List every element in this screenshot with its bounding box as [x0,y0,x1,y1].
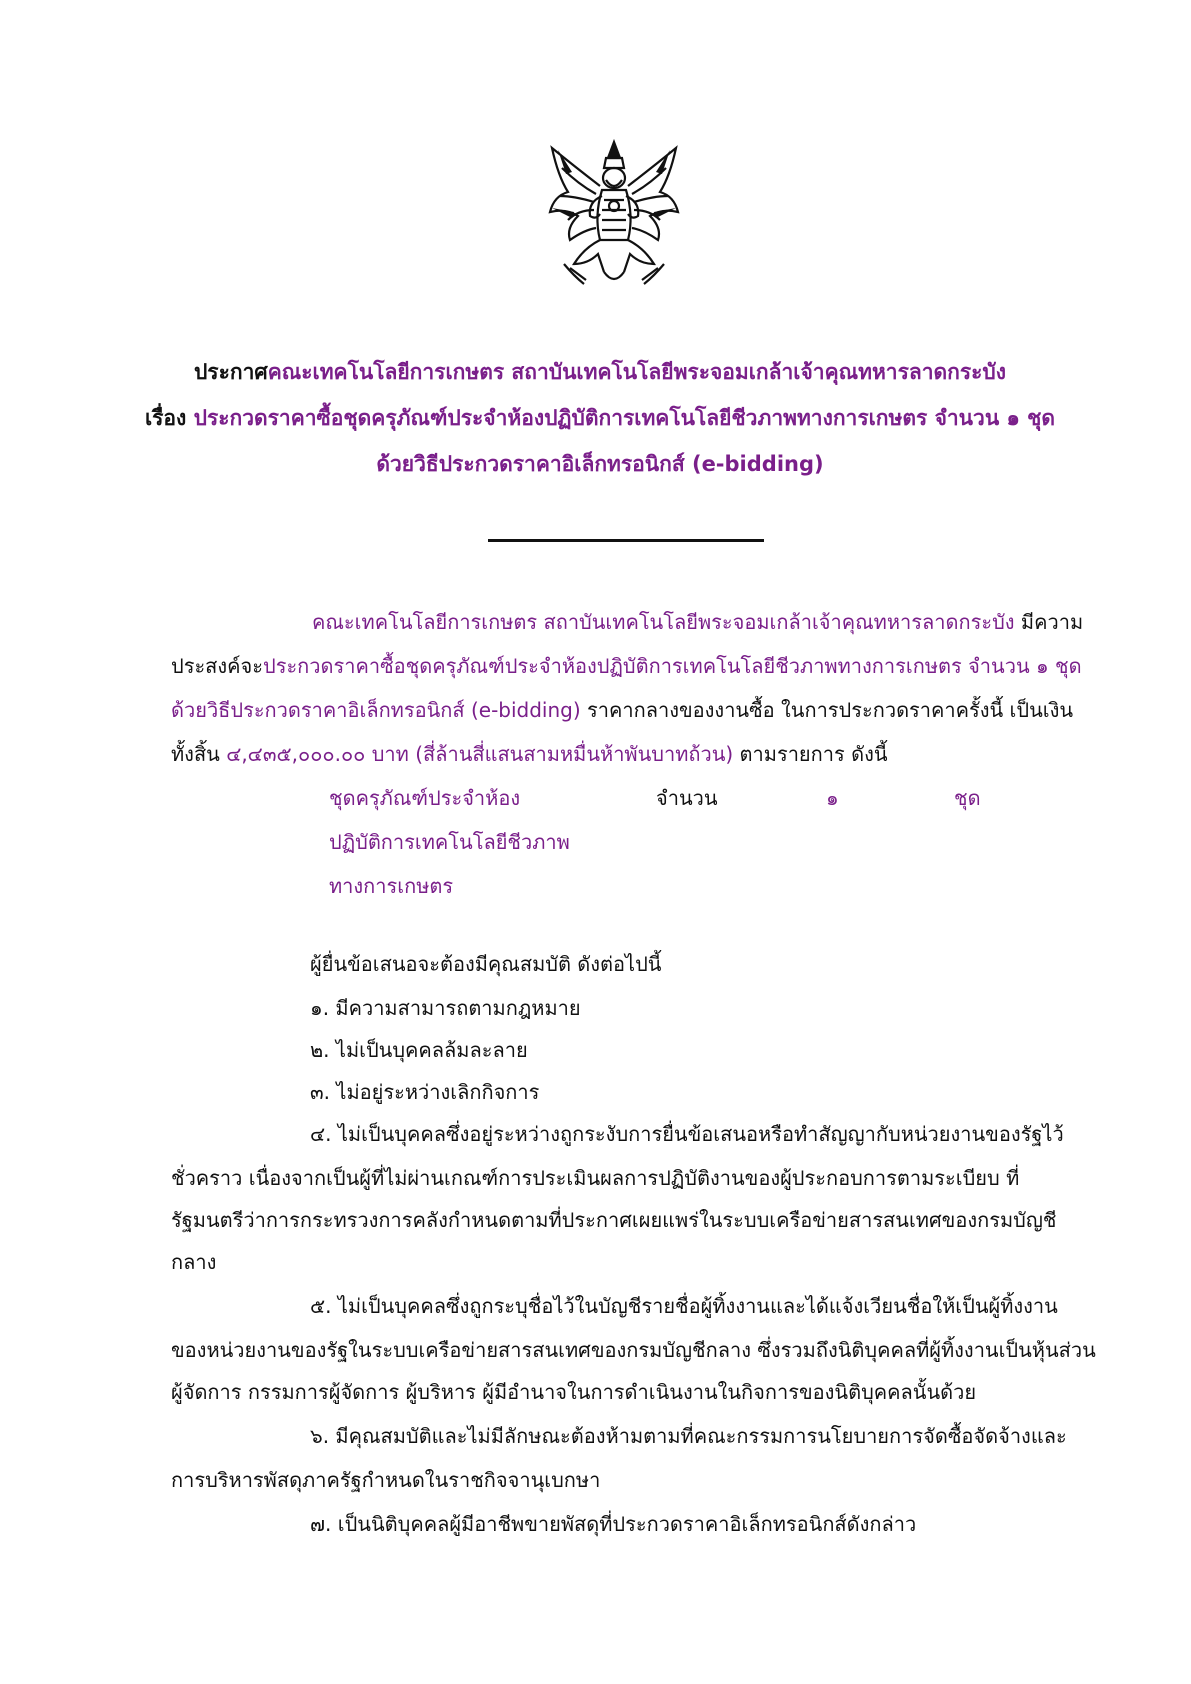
intro-subject: ประกวดราคาซื้อชุดครุภัณฑ์ประจำห้องปฏิบัติการเทคโนโลยีชีวภาพทางการเกษตร จำนวน ๑ ชุด [263,654,1082,678]
qualification-5-line-1: ๕. ไม่เป็นบุคคลซึ่งถูกระบุชื่อไว้ในบัญชีรายชื่อผู้ทิ้งงานและได้แจ้งเวียนชื่อให้เป็นผู้ทิ้งงาน [310,1294,1058,1318]
intro-text: ราคากลางของงานซื้อ ในการประกวดราคาครั้งนี้ เป็นเงิน [580,698,1074,722]
heading-subject-prefix: เรื่อง [144,406,187,430]
qualification-7: ๗. เป็นนิติบุคคลผู้มีอาชีพขายพัสดุที่ประกวดราคาอิเล็กทรอนิกส์ดังกล่าว [310,1512,917,1536]
item-name-line-3: ทางการเกษตร [329,874,454,898]
item-quantity-label: จำนวน [656,786,718,810]
intro-line-2 [171,652,1082,680]
qualifications-intro: ผู้ยื่นข้อเสนอจะต้องมีคุณสมบัติ ดังต่อไปนี้ [310,952,662,976]
qualification-4-line-1: ๔. ไม่เป็นบุคคลซึ่งอยู่ระหว่างถูกระงับการยื่นข้อเสนอหรือทำสัญญากับหน่วยงานของรัฐไว้ [310,1122,1064,1146]
item-name-line-1: ชุดครุภัณฑ์ประจำห้อง [329,786,521,810]
qualification-5-line-2: ของหน่วยงานของรัฐในระบบเครือข่ายสารสนเทศของกรมบัญชีกลาง ซึ่งรวมถึงนิติบุคคลที่ผู้ทิ้งงานเป็นหุ้นส่วน [171,1338,1096,1362]
intro-line-1 [312,608,1083,636]
heading-divider [488,539,764,542]
heading-organization: คณะเทคโนโลยีการเกษตร สถาบันเทคโนโลยีพระจอมเกล้าเจ้าคุณทหารลาดกระบัง [267,360,1007,384]
qualification-2: ๒. ไม่เป็นบุคคลล้มละลาย [310,1038,528,1062]
qualification-5-line-3: ผู้จัดการ กรรมการผู้จัดการ ผู้บริหาร ผู้มีอำนาจในการดำเนินงานในกิจการของนิติบุคคลนั้นด้วย [171,1380,977,1404]
intro-text: มีความ [1014,610,1084,634]
qualification-3: ๓. ไม่อยู่ระหว่างเลิกกิจการ [310,1080,540,1104]
qualification-4-line-3: รัฐมนตรีว่าการกระทรวงการคลังกำหนดตามที่ประกาศเผยแพร่ในระบบเครือข่ายสารสนเทศของกรมบัญชี [171,1208,1057,1232]
intro-line-4 [171,740,888,768]
intro-method: ด้วยวิธีประกวดราคาอิเล็กทรอนิกส์ (e-bidding) [171,698,581,722]
heading-subject: ประกวดราคาซื้อชุดครุภัณฑ์ประจำห้องปฏิบัติการเทคโนโลยีชีวภาพทางการเกษตร จำนวน ๑ ชุด [193,406,1056,430]
qualification-6-line-2: การบริหารพัสดุภาครัฐกำหนดในราชกิจจานุเบกษา [171,1468,601,1492]
intro-text: ทั้งสิ้น [171,742,227,766]
heading-method: ด้วยวิธีประกวดราคาอิเล็กทรอนิกส์ (e-bidding) [376,452,824,476]
item-unit: ชุด [954,786,981,810]
intro-line-3 [171,696,1073,724]
intro-amount: ๔,๔๓๕,๐๐๐.๐๐ บาท (สี่ล้านสี่แสนสามหมื่นห้าพันบาทถ้วน) [226,742,734,766]
item-name-line-2: ปฏิบัติการเทคโนโลยีชีวภาพ [329,830,570,854]
heading-prefix: ประกาศ [193,360,268,384]
qualification-6-line-1: ๖. มีคุณสมบัติและไม่มีลักษณะต้องห้ามตามที่คณะกรรมการนโยบายการจัดซื้อจัดจ้างและ [310,1424,1067,1448]
intro-organization: คณะเทคโนโลยีการเกษตร สถาบันเทคโนโลยีพระจอมเกล้าเจ้าคุณทหารลาดกระบัง [312,610,1015,634]
intro-text: ประสงค์จะ [171,654,263,678]
heading-line-1 [100,356,1100,389]
intro-text: ตามรายการ ดังนี้ [733,742,888,766]
qualification-4-line-2: ชั่วคราว เนื่องจากเป็นผู้ที่ไม่ผ่านเกณฑ์การประเมินผลการปฏิบัติงานของผู้ประกอบการตามระเบียบ ที่ [171,1166,1020,1190]
item-quantity: ๑ [826,786,839,810]
garuda-emblem-icon [544,136,684,294]
qualification-4-line-4: กลาง [171,1250,217,1274]
heading-line-2 [100,402,1100,435]
qualification-1: ๑. มีความสามารถตามกฎหมาย [310,996,581,1020]
